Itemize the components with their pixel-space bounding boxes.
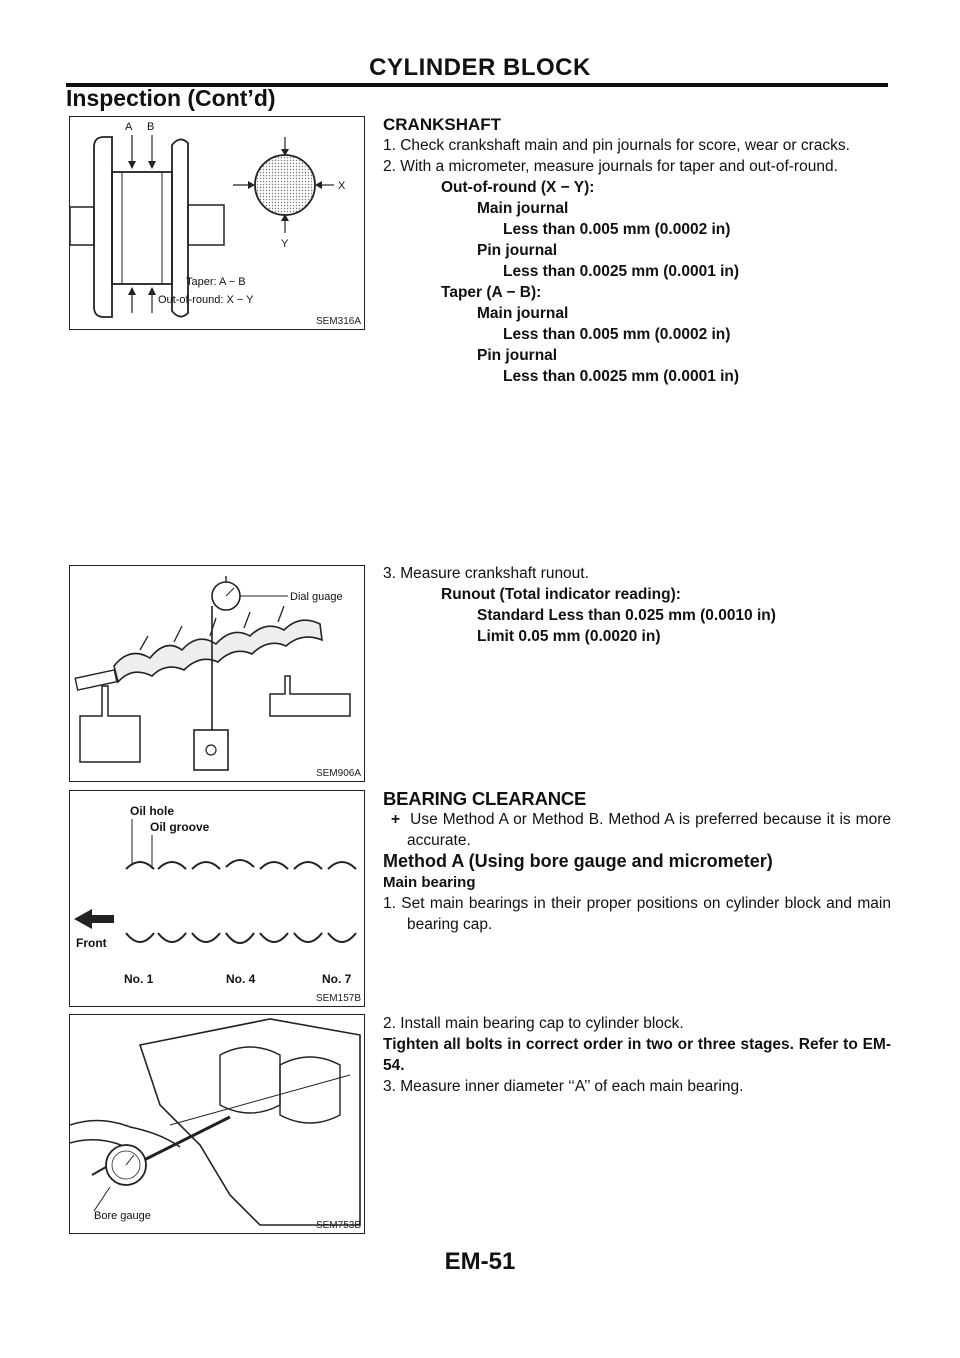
bearings-diagram bbox=[70, 791, 364, 1006]
caption-out-of-round: Out-of-round: X − Y bbox=[158, 294, 254, 306]
label-bore-gauge: Bore gauge bbox=[94, 1210, 151, 1222]
bearing-step-1: 1. Set main bearings in their proper positions on cylinder block and main bearing cap. bbox=[383, 895, 891, 933]
crankshaft-section bbox=[383, 114, 891, 387]
figure-code: SEM753B bbox=[315, 1220, 361, 1231]
spec-oor-main-value: Less than 0.005 mm (0.0002 in) bbox=[503, 221, 731, 238]
page-number: EM-51 bbox=[444, 1248, 516, 1275]
section-title: CYLINDER BLOCK bbox=[369, 54, 591, 81]
bearing-tighten-note: Tighten all bolts in correct order in two or three stages. Refer to EM-54. bbox=[383, 1036, 891, 1074]
bore-gauge-diagram bbox=[70, 1015, 364, 1233]
figure-code: SEM906A bbox=[315, 768, 361, 779]
label-oil-groove: Oil groove bbox=[150, 820, 210, 834]
figure-code: SEM157B bbox=[315, 993, 361, 1004]
journal-diagram bbox=[70, 117, 364, 329]
runout-section bbox=[383, 563, 891, 647]
label-no4: No. 4 bbox=[226, 972, 256, 986]
figure-journal-measurement bbox=[69, 116, 365, 330]
caption-taper: Taper: A − B bbox=[186, 276, 246, 288]
crankshaft-step-2: 2. With a micrometer, measure journals for taper and out-of-round. bbox=[383, 158, 838, 175]
spec-oor-main: Main journal bbox=[477, 200, 569, 217]
label-oil-hole: Oil hole bbox=[130, 804, 175, 818]
spec-taper-pin: Pin journal bbox=[477, 347, 558, 364]
spec-oor-pin: Pin journal bbox=[477, 242, 558, 259]
heading-crankshaft: CRANKSHAFT bbox=[383, 115, 502, 134]
label-front: Front bbox=[76, 936, 107, 950]
heading-method-a: Method A (Using bore gauge and micrometer) bbox=[383, 851, 773, 871]
bearing-clearance-section bbox=[383, 788, 891, 935]
spec-taper-main-value: Less than 0.005 mm (0.0002 in) bbox=[503, 326, 731, 343]
bearing-step-3: 3. Measure inner diameter ‘‘A’’ of each main bearing. bbox=[383, 1078, 744, 1095]
bullet-marker: + bbox=[391, 811, 411, 828]
figure-bore-gauge bbox=[69, 1014, 365, 1234]
crankshaft-step-1: 1. Check crankshaft main and pin journals for score, wear or cracks. bbox=[383, 137, 850, 154]
label-y: Y bbox=[281, 238, 289, 250]
bearing-method-note bbox=[383, 809, 891, 851]
spec-taper-main: Main journal bbox=[477, 305, 569, 322]
figure-runout-measurement bbox=[69, 565, 365, 782]
label-no1: No. 1 bbox=[124, 972, 154, 986]
heading-main-bearing: Main bearing bbox=[383, 874, 476, 891]
runout-step-3: 3. Measure crankshaft runout. bbox=[383, 565, 589, 582]
label-x: X bbox=[338, 180, 346, 192]
bearing-method-note-text: Use Method A or Method B. Method A is preferred because it is more accurate. bbox=[407, 811, 891, 849]
spec-taper-pin-value: Less than 0.0025 mm (0.0001 in) bbox=[503, 368, 740, 385]
spec-runout-limit: Limit 0.05 mm (0.0020 in) bbox=[477, 628, 661, 645]
spec-oor-label: Out-of-round (X − Y): bbox=[441, 179, 595, 196]
figure-main-bearings bbox=[69, 790, 365, 1007]
label-dial-gauge: Dial guage bbox=[290, 591, 343, 603]
spec-oor-pin-value: Less than 0.0025 mm (0.0001 in) bbox=[503, 263, 740, 280]
heading-bearing-clearance: BEARING CLEARANCE bbox=[383, 788, 587, 809]
runout-diagram bbox=[70, 566, 364, 781]
spec-runout-label: Runout (Total indicator reading): bbox=[441, 586, 681, 603]
label-b: B bbox=[147, 121, 155, 133]
spec-taper-label: Taper (A − B): bbox=[441, 284, 542, 301]
label-a: A bbox=[125, 121, 133, 133]
bearing-step-2: 2. Install main bearing cap to cylinder block. bbox=[383, 1015, 684, 1032]
spec-runout-standard: Standard Less than 0.025 mm (0.0010 in) bbox=[477, 607, 776, 624]
section-subtitle: Inspection (Cont’d) bbox=[66, 85, 276, 111]
label-no7: No. 7 bbox=[322, 972, 352, 986]
figure-code: SEM316A bbox=[315, 316, 361, 327]
bearing-install-section bbox=[383, 1013, 891, 1097]
